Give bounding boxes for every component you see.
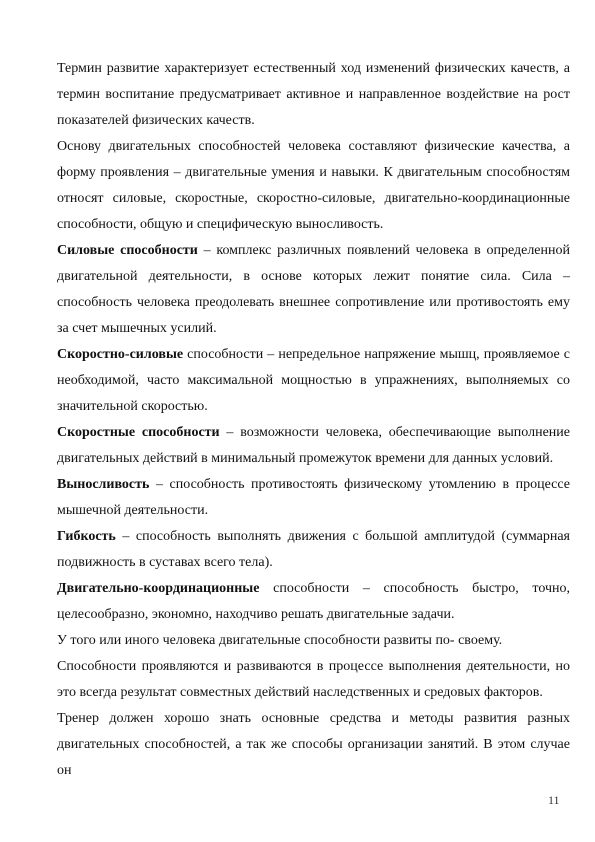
paragraph-text: Способности проявляются и развиваются в процессе выполнения деятельности, но это всегда результат совместных действий наследственных и средовых факторов. — [57, 659, 570, 700]
paragraph-text: Термин развитие характеризует естественный ход изменений физических качеств, а термин воспитание предусматривает активное и направленное воздействие на рост показателей физических качеств. — [57, 61, 570, 128]
paragraph-individual — [57, 628, 570, 654]
paragraph-flexibility — [57, 524, 570, 576]
paragraph-text: – способность выполнять движения с большой амплитудой (суммарная подвижность в суставах всего тела). — [57, 529, 570, 570]
paragraph-text: Основу двигательных способностей человека составляют физические качества, а форму проявления – двигательные умения и навыки. К двигательным способностям относят силовые, скоростные, скоростно-силовые, двигательно-координационные способности, общую и специфическую выносливость. — [57, 139, 570, 232]
paragraph-coach — [57, 706, 570, 784]
paragraph-term: Гибкость — [57, 529, 116, 544]
paragraph-term: Скоростные способности — [57, 425, 220, 440]
paragraph-text: – комплекс различных появлений человека в определенной двигательной деятельности, в основе которых лежит понятие сила. Сила – способность человека преодолевать внешнее сопротивление или противостоять ему за счет мышечных усилий. — [57, 243, 571, 336]
paragraph-text: способности – способность быстро, точно, целесообразно, экономно, находчиво решать двигательные задачи. — [57, 581, 570, 622]
paragraph-term: Силовые способности — [57, 243, 198, 258]
paragraph-coordination — [57, 576, 570, 628]
document-body — [57, 56, 570, 784]
paragraph-term: Скоростно-силовые — [57, 347, 184, 362]
paragraph-text: У того или иного человека двигательные способности развиты по- своему. — [57, 633, 503, 648]
paragraph-strength — [57, 238, 570, 342]
paragraph-text: Тренер должен хорошо знать основные средства и методы развития разных двигательных способностей, а так же способы организации занятий. В этом случае он — [57, 711, 570, 778]
paragraph-manifestation — [57, 654, 570, 706]
paragraph-development-term — [57, 56, 570, 134]
paragraph-term: Двигательно-координационные — [57, 581, 260, 596]
page-number: 11 — [548, 793, 560, 807]
paragraph-text: – способность противостоять физическому утомлению в процессе мышечной деятельности. — [57, 477, 570, 518]
paragraph-text: – возможности человека, обеспечивающие выполнение двигательных действий в минимальный промежуток времени для данных условий. — [57, 425, 570, 466]
paragraph-speed-strength — [57, 342, 570, 420]
paragraph-motor-abilities — [57, 134, 570, 238]
paragraph-speed — [57, 420, 570, 472]
paragraph-term: Выносливость — [57, 477, 150, 492]
paragraph-text: способности – непредельное напряжение мышц, проявляемое с необходимой, часто максимальной мощностью в упражнениях, выполняемых со значительной скоростью. — [57, 347, 570, 414]
paragraph-endurance — [57, 472, 570, 524]
